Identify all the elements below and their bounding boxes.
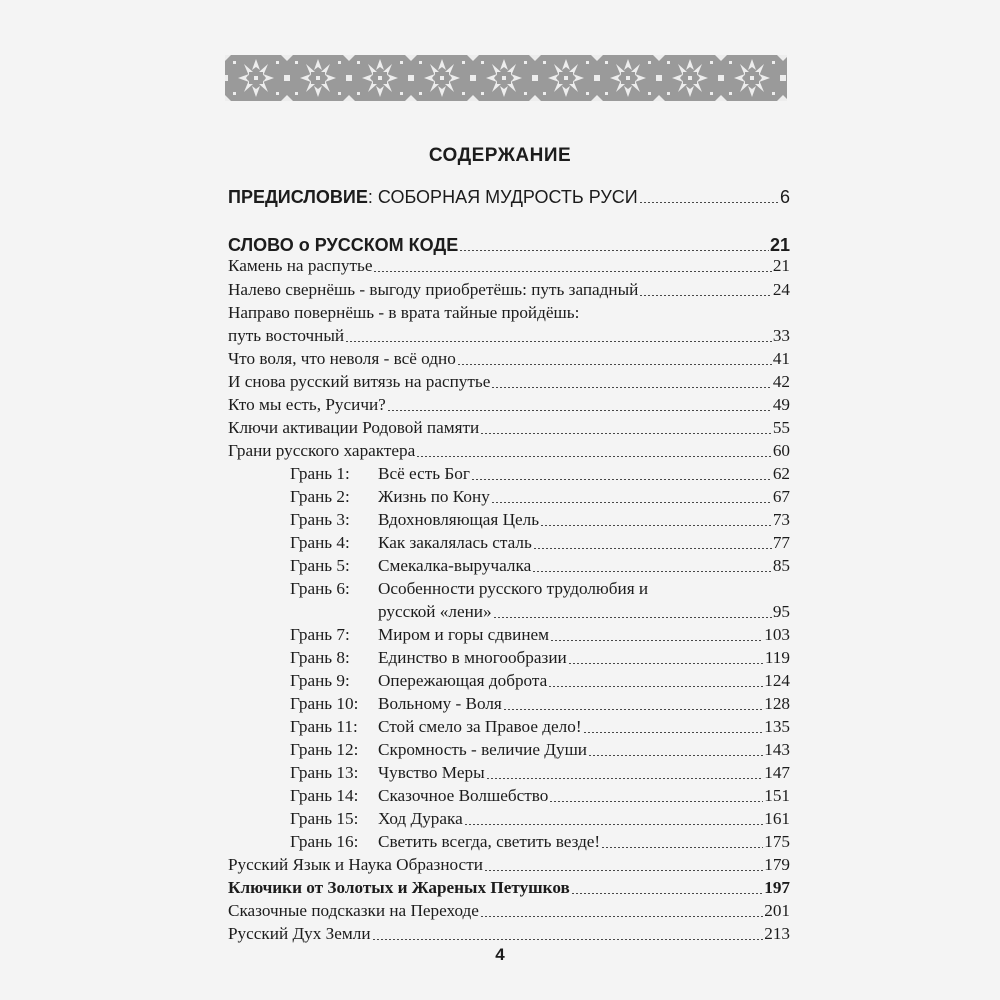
- toc-entry[interactable]: [228, 922, 790, 946]
- toc-page-number: 41: [772, 349, 790, 368]
- dot-leader: [373, 271, 771, 272]
- toc-entry-label: Сказочные подсказки на Переходе: [228, 901, 479, 920]
- toc-facet[interactable]: [290, 531, 790, 555]
- dot-leader: [471, 479, 772, 480]
- toc-page-number: 60: [772, 441, 790, 460]
- dot-leader: [372, 939, 764, 940]
- toc-facet-label: Грань 1: Всё есть Бог: [290, 464, 470, 483]
- folk-ornament-icon: [225, 55, 787, 101]
- toc-entry-label: Русский Дух Земли: [228, 924, 371, 943]
- toc-facet[interactable]: [290, 485, 790, 509]
- toc-page-number: 103: [764, 625, 790, 644]
- toc-facet-label: русской «лени»: [378, 602, 492, 621]
- dot-leader: [416, 456, 772, 457]
- toc-page-number: 55: [772, 418, 790, 437]
- toc-facet[interactable]: [290, 830, 790, 854]
- toc-page-number: 62: [772, 464, 790, 483]
- toc-page-number: 67: [772, 487, 790, 506]
- toc-page-number: 85: [772, 556, 790, 575]
- toc-facet-label: Грань 15: Ход Дурака: [290, 809, 463, 828]
- toc-facet[interactable]: [290, 462, 790, 486]
- dot-leader: [540, 525, 772, 526]
- toc-entry[interactable]: [228, 416, 790, 440]
- dot-leader: [571, 893, 763, 894]
- toc-preface[interactable]: [228, 185, 790, 209]
- dot-leader: [588, 755, 763, 756]
- toc-page-number: 201: [764, 901, 790, 920]
- toc-entry-label: Ключики от Золотых и Жареных Петушков: [228, 878, 570, 897]
- page-title: СОДЕРЖАНИЕ: [428, 145, 572, 166]
- dot-leader: [484, 870, 763, 871]
- toc-facet[interactable]: [290, 646, 790, 670]
- toc-entry[interactable]: [228, 324, 790, 348]
- dot-leader: [491, 387, 771, 388]
- toc-entry[interactable]: [228, 301, 790, 325]
- dot-leader: [639, 202, 779, 203]
- toc-page-number: 77: [772, 533, 790, 552]
- toc-page-number: 135: [764, 717, 790, 736]
- toc-page-number: 213: [764, 924, 790, 943]
- toc-entry[interactable]: [228, 254, 790, 278]
- toc-facet-label: Грань 4: Как закалялась сталь: [290, 533, 532, 552]
- toc-facet[interactable]: [290, 738, 790, 762]
- toc-facet[interactable]: [290, 669, 790, 693]
- toc-entry-label: Камень на распутье: [228, 256, 373, 275]
- toc-entry[interactable]: [228, 853, 790, 877]
- dot-leader: [480, 916, 763, 917]
- dot-leader: [480, 433, 772, 434]
- toc-entry-label: Русский Язык и Наука Образности: [228, 855, 483, 874]
- toc-page-number: 197: [764, 878, 790, 897]
- toc-facet[interactable]: [290, 761, 790, 785]
- toc-page-number: 151: [764, 786, 790, 805]
- dot-leader: [568, 663, 764, 664]
- toc-entry[interactable]: [228, 278, 790, 302]
- toc-facet[interactable]: [290, 623, 790, 647]
- toc-facet-label: Грань 3: Вдохновляющая Цель: [290, 510, 540, 529]
- toc-entry-label: Налево свернёшь - выгоду приобретёшь: путь западный: [228, 280, 639, 299]
- toc-facet-label: Грань 9: Опережающая доброта: [290, 671, 548, 690]
- dot-leader: [533, 548, 772, 549]
- toc-facet-label: Грань 2: Жизнь по Кону: [290, 487, 490, 506]
- toc-section-label: СЛОВО о РУССКОМ КОДЕ: [228, 235, 459, 255]
- toc-facet[interactable]: [290, 715, 790, 739]
- toc-facet-label: Грань 14: Сказочное Волшебство: [290, 786, 549, 805]
- toc-page-number: 143: [764, 740, 790, 759]
- toc-page-number: 179: [764, 855, 790, 874]
- toc-facet[interactable]: [290, 600, 790, 624]
- dot-leader: [493, 617, 772, 618]
- toc-entry[interactable]: [228, 393, 790, 417]
- toc-preface-label: ПРЕДИСЛОВИЕ: СОБОРНАЯ МУДРОСТЬ РУСИ: [228, 187, 638, 207]
- dot-leader: [532, 571, 772, 572]
- toc-facet-label: Грань 8: Единство в многообразии: [290, 648, 567, 667]
- dot-leader: [387, 410, 772, 411]
- toc-page-number: 161: [764, 809, 790, 828]
- toc-entry-label: Что воля, что неволя - всё одно: [228, 349, 456, 368]
- dot-leader: [459, 250, 769, 251]
- toc-entry[interactable]: [228, 876, 790, 900]
- toc-facet[interactable]: [290, 692, 790, 716]
- toc-page-number: 119: [764, 648, 790, 667]
- toc-facet[interactable]: [290, 577, 790, 601]
- toc-page-number: 6: [779, 187, 790, 207]
- toc-entry-label: Направо повернёшь - в врата тайные пройдёшь:: [228, 303, 580, 322]
- toc-facet-label: Грань 7: Миром и горы сдвинем: [290, 625, 550, 644]
- toc-facet-label: Грань 5: Смекалка-выручалка: [290, 556, 532, 575]
- dot-leader: [639, 295, 771, 296]
- toc-page-number: 124: [764, 671, 790, 690]
- toc-page-number: 128: [764, 694, 790, 713]
- toc-facet-label: Грань 16: Светить всегда, светить везде!: [290, 832, 601, 851]
- toc-page-number: 24: [772, 280, 790, 299]
- dot-leader: [503, 709, 763, 710]
- dot-leader: [583, 732, 764, 733]
- toc-entry-label: Грани русского характера: [228, 441, 416, 460]
- toc-page-number: 21: [772, 256, 790, 275]
- toc-facet[interactable]: [290, 784, 790, 808]
- toc-facet-label: Грань 13: Чувство Меры: [290, 763, 485, 782]
- toc-page-number: 42: [772, 372, 790, 391]
- toc-entry[interactable]: [228, 370, 790, 394]
- dot-leader: [548, 686, 763, 687]
- toc-entry[interactable]: [228, 347, 790, 371]
- toc-facet-label: Грань 10: Вольному - Воля: [290, 694, 502, 713]
- dot-leader: [345, 341, 772, 342]
- toc-page-number: 21: [769, 235, 790, 255]
- dot-leader: [550, 640, 763, 641]
- dot-leader: [464, 824, 763, 825]
- dot-leader: [601, 847, 763, 848]
- dot-leader: [457, 364, 772, 365]
- toc-facet-label: Грань 12: Скромность - величие Души: [290, 740, 588, 759]
- toc-entry-label: И снова русский витязь на распутье: [228, 372, 491, 391]
- toc-page-number: 49: [772, 395, 790, 414]
- toc-page-number: 95: [772, 602, 790, 621]
- toc-page-number: 147: [764, 763, 790, 782]
- toc-facet-label: Грань 6: Особенности русского трудолюбия и: [290, 579, 649, 598]
- page-number: 4: [495, 945, 505, 964]
- dot-leader: [549, 801, 763, 802]
- toc-page-number: 73: [772, 510, 790, 529]
- toc-entry[interactable]: [228, 899, 790, 923]
- toc-facet[interactable]: [290, 508, 790, 532]
- toc-page-number: 33: [772, 326, 790, 345]
- toc-entry-label: путь восточный: [228, 326, 345, 345]
- toc-entry-label: Кто мы есть, Русичи?: [228, 395, 386, 414]
- toc-facet[interactable]: [290, 554, 790, 578]
- toc-facet-label: Грань 11: Стой смело за Правое дело!: [290, 717, 582, 736]
- toc-entry-label: Ключи активации Родовой памяти: [228, 418, 480, 437]
- toc-entry[interactable]: [228, 439, 790, 463]
- toc-facet[interactable]: [290, 807, 790, 831]
- dot-leader: [486, 778, 764, 779]
- dot-leader: [491, 502, 772, 503]
- toc-page-number: 175: [764, 832, 790, 851]
